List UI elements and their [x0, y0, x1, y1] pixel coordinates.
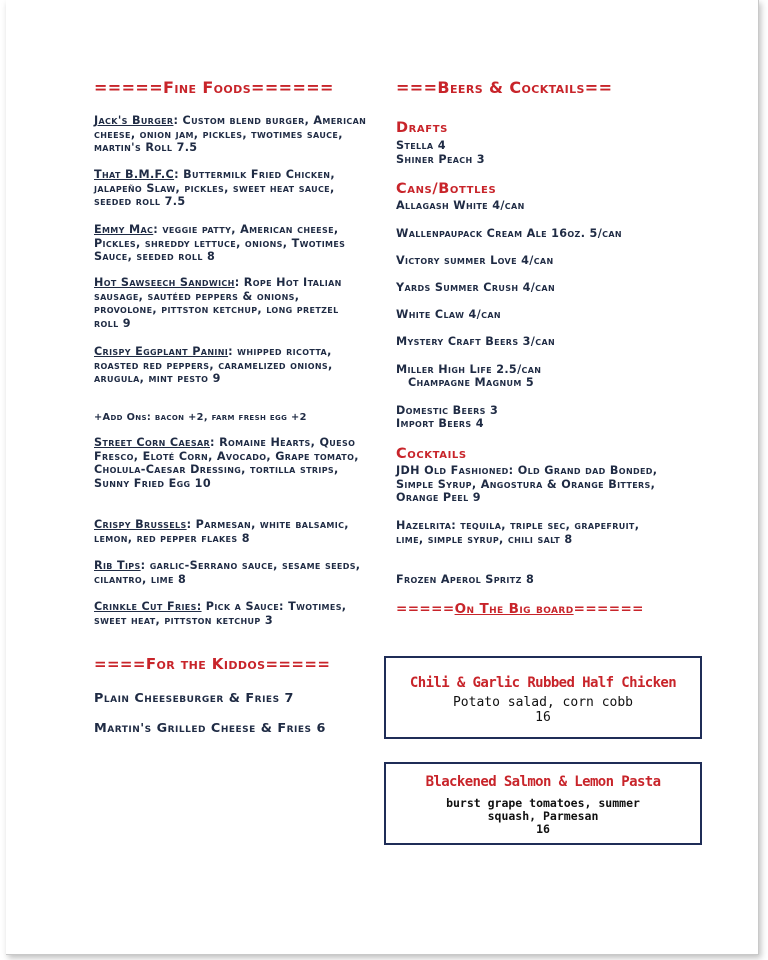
menu-item-rib-tips: [94, 559, 370, 586]
item-description: : veggie patty, American cheese, Pickles, shreddy lettuce, onions, Twotimes Sauce, seeded roll 8: [94, 223, 346, 264]
drafts-heading: Drafts: [396, 120, 448, 136]
item-name: That B.M.F.C: [94, 168, 175, 181]
item-description: : Custom blend burger, American cheese, onion jam, pickles, twotimes sauce, martin's Roll 7.5: [94, 114, 367, 155]
item-name: Crispy Brussels: [94, 518, 187, 531]
can-item: Victory summer Love 4/can: [396, 254, 554, 267]
special-price: 16: [535, 710, 551, 725]
can-item: Mystery Craft Beers 3/can: [396, 335, 556, 348]
menu-item-bmfc: [94, 168, 372, 209]
item-name: Street Corn Caesar: [94, 436, 210, 449]
draft-item: Stella 4: [396, 139, 446, 152]
item-description: : whipped ricotta, roasted red peppers, caramelized onions, arugula, mint pesto 9: [94, 345, 333, 386]
cocktail-item: Hazelrita: tequila, triple sec, grapefruit, lime, simple syrup, chili salt 8: [396, 519, 640, 546]
cocktail-item: Frozen Aperol Spritz 8: [396, 573, 535, 586]
menu-item-jacks-burger: [94, 114, 372, 155]
item-description: : Rope Hot Italian sausage, sautéed peppers & onions, provolone, pittston ketchup, long pretzel roll 9: [94, 276, 342, 331]
menu-item-eggplant-panini: [94, 345, 342, 386]
item-name: Emmy Mac: [94, 223, 154, 236]
item-name: Hot Sawseech Sandwich: [94, 276, 235, 289]
menu-item-crinkle-fries: [94, 600, 374, 627]
item-description: Pick a Sauce: Twotimes, sweet heat, pittston ketchup 3: [94, 600, 347, 627]
can-item: Import Beers 4: [396, 417, 484, 430]
big-board-suffix: ======: [573, 601, 644, 617]
can-item: Allagash White 4/can: [396, 199, 525, 212]
menu-item-crispy-brussels: [94, 518, 370, 545]
kiddos-item: Plain Cheeseburger & Fries 7: [94, 691, 294, 706]
item-description: : Buttermilk Fried Chicken, jalapeño Slaw, pickles, sweet heat sauce, seeded roll 7.5: [94, 168, 335, 209]
menu-item-street-corn-caesar: [94, 436, 370, 491]
add-ons-note: +Add Ons: bacon +2, farm fresh egg +2: [94, 412, 307, 423]
item-name: Crispy Eggplant Panini: [94, 345, 229, 358]
cocktail-item: JDH Old Fashioned: Old Grand dad Bonded, Simple Syrup, Angostura & Orange Bitters, Orange Peel 9: [396, 464, 658, 505]
cocktails-heading: Cocktails: [396, 446, 467, 462]
cans-bottles-heading: Cans/Bottles: [396, 181, 497, 197]
can-item: Domestic Beers 3: [396, 404, 499, 417]
big-board-label: On The Big board: [454, 601, 574, 617]
item-name: Jack's Burger: [94, 114, 174, 127]
can-item: Wallenpaupack Cream Ale 16oz. 5/can: [396, 227, 622, 240]
item-name: Rib Tips: [94, 559, 141, 572]
beers-cocktails-heading: ===Beers & Cocktails==: [396, 78, 613, 97]
item-description: : Romaine Hearts, Queso Fresco, Eloté Corn, Avocado, Grape tomato, Cholula-Caesar Dressing, tortilla strips, Sunny Fried Egg 10: [94, 436, 359, 491]
special-title: Blackened Salmon & Lemon Pasta: [425, 774, 661, 790]
special-price: 16: [536, 822, 550, 836]
menu-item-hot-sawseech: [94, 276, 356, 331]
can-item: Champagne Magnum 5: [408, 376, 535, 389]
menu-item-emmy-mac: [94, 223, 374, 264]
special-box-salmon: [384, 762, 702, 845]
special-box-chicken: [384, 656, 702, 739]
can-item: Yards Summer Crush 4/can: [396, 281, 555, 294]
item-description: : Parmesan, white balsamic, lemon, red pepper flakes 8: [94, 518, 349, 545]
big-board-prefix: =====: [396, 601, 455, 617]
fine-foods-heading: =====Fine Foods======: [94, 78, 334, 97]
big-board-heading: [396, 601, 644, 617]
can-item: Miller High Life 2.5/can: [396, 363, 542, 376]
can-item: White Claw 4/can: [396, 308, 501, 321]
special-description: Potato salad, corn cobb: [452, 695, 633, 710]
draft-item: Shiner Peach 3: [396, 153, 485, 166]
special-title: Chili & Garlic Rubbed Half Chicken: [409, 675, 677, 691]
kiddos-item: Martin's Grilled Cheese & Fries 6: [94, 721, 326, 736]
kiddos-heading: ====For the Kiddos=====: [94, 655, 331, 673]
special-description: burst grape tomatoes, summer squash, Parmesan: [446, 796, 640, 823]
item-name: Crinkle Cut Fries:: [94, 600, 202, 613]
item-description: : garlic-Serrano sauce, sesame seeds, cilantro, lime 8: [94, 559, 361, 586]
